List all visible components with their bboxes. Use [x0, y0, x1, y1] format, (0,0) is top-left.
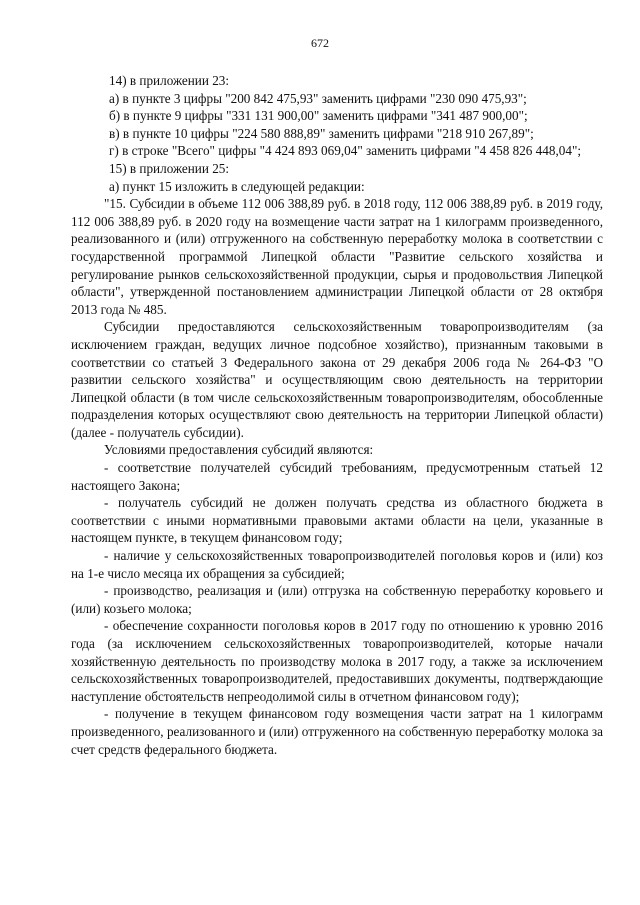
amendment-item: в) в пункте 10 цифры "224 580 888,89" заменить цифрами "218 910 267,89";: [109, 125, 534, 141]
condition-item: - получатель субсидий не должен получать средства из областного бюджета в соответствии с иными нормативными правовыми актами области на цели, указанные в настоящем пункте, в текущем финансовом году;: [71, 495, 603, 546]
body-paragraph: "15. Субсидии в объеме 112 006 388,89 руб. в 2018 году, 112 006 388,89 руб. в 2019 году, 112 006 388,89 руб. в 2020 году на возмещение части затрат на 1 килограмм произведенного, реализованного и (или) отгруженного на собственную переработку молока в соответствии с государственной программой Липецкой области "Развитие сельского хозяйства и регулирование рынков сельскохозяйственной продукции, сырья и продовольствия Липецкой области", утвержденной постановлением администрации Липецкой области от 28 октября 2013 года № 485.: [71, 196, 603, 317]
page-number: 672: [311, 36, 329, 50]
amendment-item: 14) в приложении 23:: [109, 73, 230, 88]
body-paragraph: Субсидии предоставляются сельскохозяйственным товаропроизводителям (за исключением граждан, ведущих личное подсобное хозяйство), признанным таковыми в соответствии со статьей 3 Федерального закона от 29 декабря 2006 года № 264-ФЗ "О развитии сельского хозяйства" и осуществляющим свою деятельность на территории Липецкой области (в том числе сельскохозяйственным товаропроизводителям, обособленные подразделения которых осуществляют свою деятельность на территории Липецкой области) (далее - получатель субсидии).: [71, 319, 603, 440]
condition-item: - обеспечение сохранности поголовья коров в 2017 году по отношению к уровню 2016 года (за исключением сельскохозяйственных товаропроизводителей, которые начали хозяйственную деятельность по производству молока в 2017 году, а также за исключением сельскохозяйственных товаропроизводителей, предоставивших документы, подтверждающие наступление обстоятельств непреодолимой силы в отчетном финансовом году);: [71, 618, 603, 704]
amendment-item: 15) в приложении 25:: [109, 160, 230, 176]
condition-item: - производство, реализация и (или) отгрузка на собственную переработку коровьего и (или) козьего молока;: [71, 583, 603, 616]
amendment-item: а) в пункте 3 цифры "200 842 475,93" заменить цифрами "230 090 475,93";: [109, 90, 527, 106]
condition-item: - получение в текущем финансовом году возмещения части затрат на 1 килограмм произведенного, реализованного и (или) отгруженного на собственную переработку молока за счет средств федерального бюджета.: [71, 706, 603, 757]
amendment-item: а) пункт 15 изложить в следующей редакции:: [109, 178, 365, 194]
body-paragraph: Условиями предоставления субсидий являются:: [104, 442, 374, 458]
document-body: [71, 72, 603, 758]
amendment-item: б) в пункте 9 цифры "331 131 900,00" заменить цифрами "341 487 900,00";: [109, 108, 528, 124]
amendment-item: г) в строке "Всего" цифры "4 424 893 069,04" заменить цифрами "4 458 826 448,04";: [109, 143, 582, 159]
condition-item: - соответствие получателей субсидий требованиям, предусмотренным статьей 12 настоящего Закона;: [71, 460, 603, 493]
condition-item: - наличие у сельскохозяйственных товаропроизводителей поголовья коров и (или) коз на 1-е число месяца их обращения за субсидией;: [71, 548, 603, 581]
